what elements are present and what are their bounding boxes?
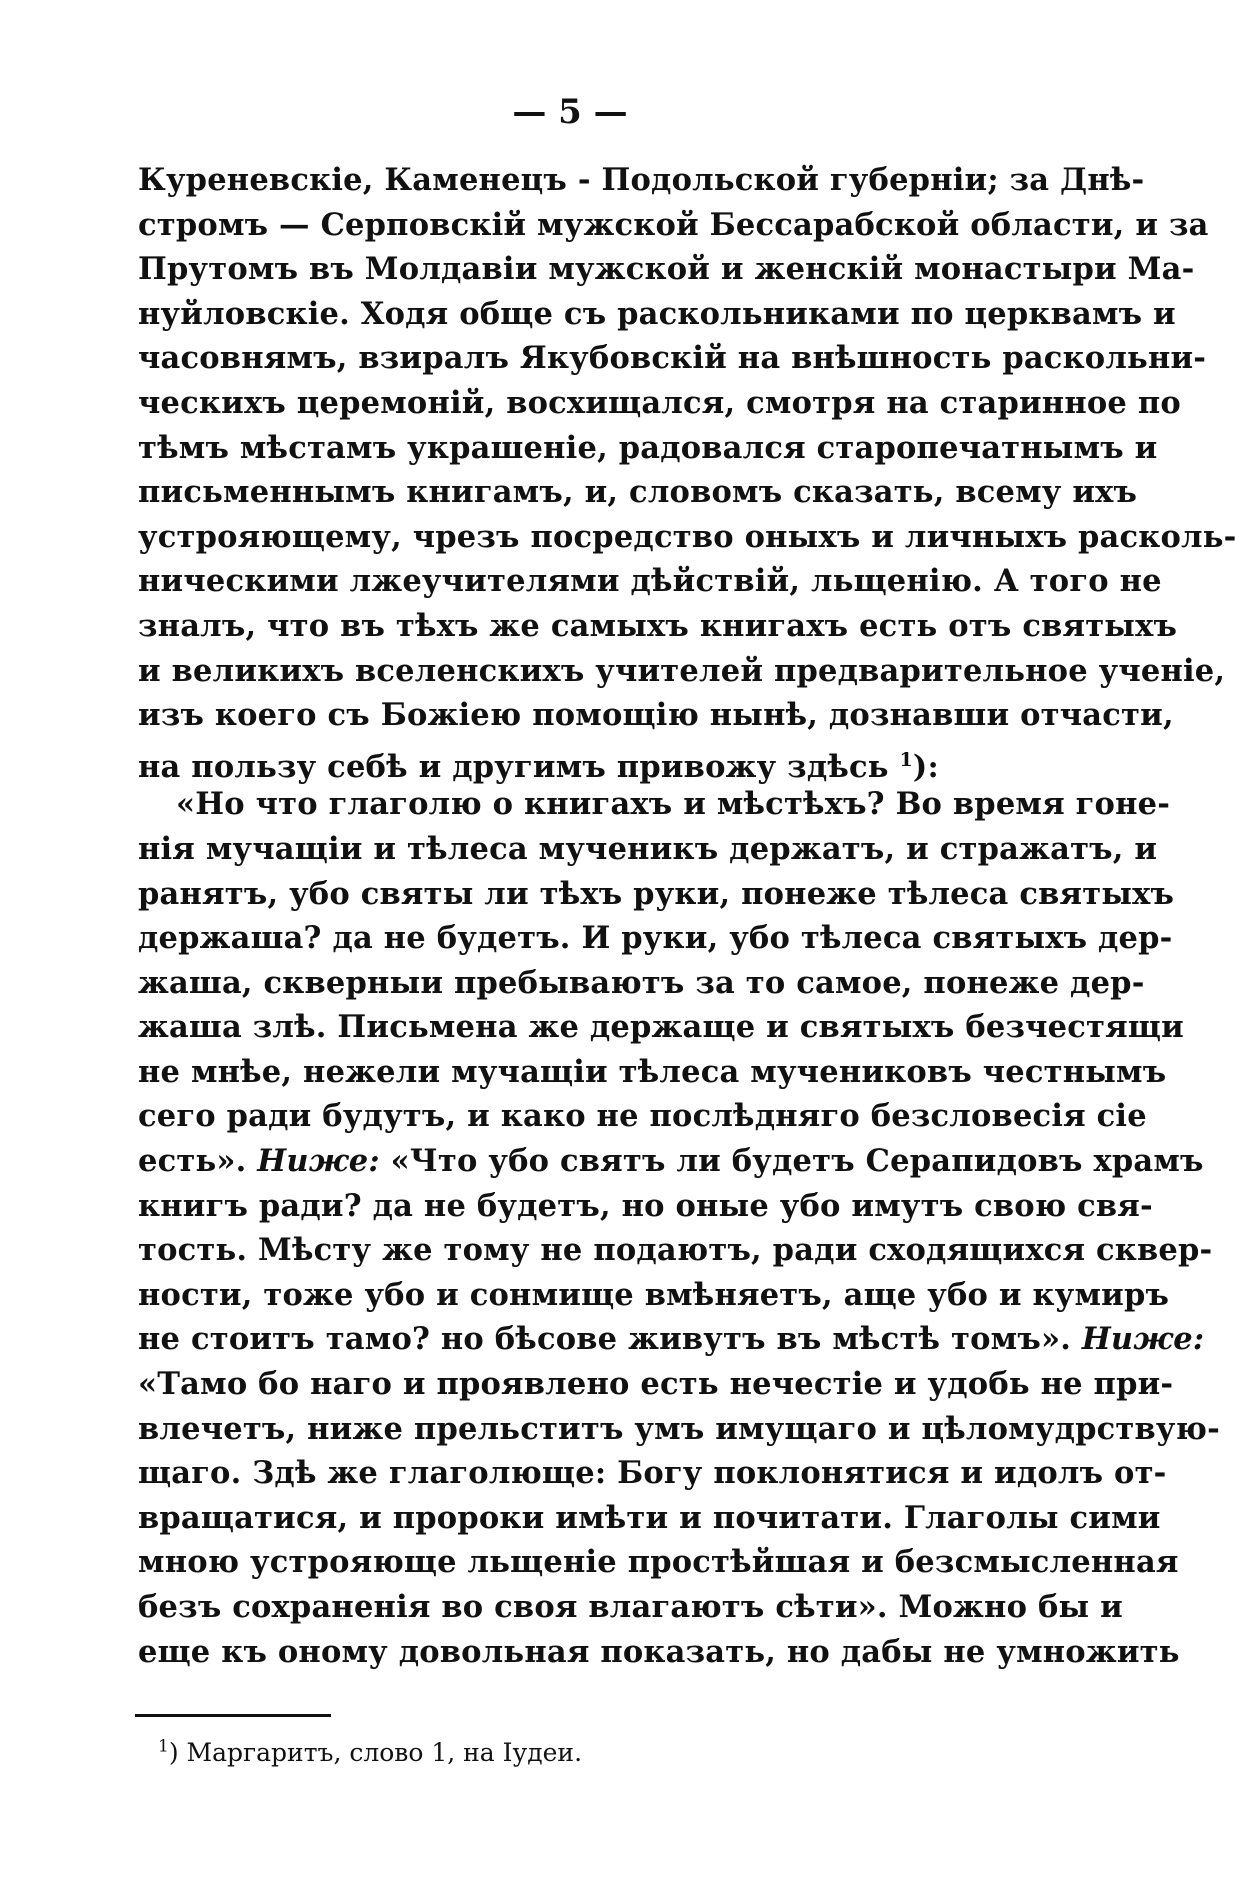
text-line: тѣмъ мѣстамъ украшеніе, радовался старопечатнымъ и bbox=[138, 429, 1158, 466]
page-number: — 5 — bbox=[512, 92, 628, 132]
quote-line: влечетъ, ниже прельститъ умъ имущаго и цѣломудрствую- bbox=[138, 1410, 1220, 1447]
quote-line: держаша? да не будетъ. И руки, убо тѣлеса святыхъ дер- bbox=[138, 920, 1173, 957]
quote-line-mixed bbox=[138, 1317, 1205, 1362]
text-line-with-footnote bbox=[138, 738, 1060, 783]
text-line: зналъ, что въ тѣхъ же самыхъ книгахъ есть отъ святыхъ bbox=[138, 607, 1178, 644]
text-line: безъ сохраненія во своя влагаютъ сѣти». Можно бы и bbox=[138, 1589, 1123, 1625]
text-line: устрояющему, чрезъ посредство оныхъ и личныхъ расколь- bbox=[138, 518, 1237, 555]
quote-line: нія мучащіи и тѣлеса мученикъ держатъ, и стражатъ, и bbox=[138, 830, 1158, 867]
quote-line: ности, тоже убо и сонмище вмѣняетъ, аще убо и кумиръ bbox=[138, 1276, 1170, 1313]
quote-line-mixed bbox=[138, 1139, 1204, 1184]
quote-line: книгъ ради? да не будетъ, но оные убо имутъ свою свя- bbox=[138, 1187, 1153, 1224]
quote-line: жаша злѣ. Письмена же держаще и святыхъ безчестящи bbox=[138, 1009, 1184, 1046]
footnote bbox=[158, 1736, 582, 1770]
quote-line: тость. Мѣсту же тому не подаютъ, ради сходящихся сквер- bbox=[138, 1232, 1213, 1269]
text-line: часовнямъ, взиралъ Якубовскій на внѣшность раскольни- bbox=[138, 340, 1207, 377]
text-line: нуйловскіе. Ходя обще съ раскольниками по церквамъ и bbox=[138, 295, 1176, 332]
text-line: стромъ — Серповскій мужской Бессарабской области, и за bbox=[138, 206, 1209, 243]
body-text bbox=[138, 158, 1237, 1674]
footnote-marker: 1 bbox=[158, 1736, 169, 1757]
quote-line: вращатися, и пророки имѣти и почитати. Глаголы сими bbox=[138, 1499, 1161, 1536]
text-line: еще къ оному довольная показать, но дабы не умножить bbox=[138, 1633, 1180, 1670]
italic-marker-nizhe: Нижe: bbox=[1081, 1321, 1205, 1358]
text-line: на пользу себѣ и другимъ привожу здѣсь bbox=[138, 748, 889, 785]
text-line: и великихъ вселенскихъ учителей предварительное ученіе, bbox=[138, 652, 1226, 689]
quote-line: жаша, скверныи пребываютъ за то самое, понеже дер- bbox=[138, 964, 1145, 1001]
quote-line: «Но что глаголю о книгахъ и мѣстѣхъ? Во время гоне- bbox=[176, 786, 1171, 823]
quote-fragment: есть». bbox=[138, 1143, 247, 1180]
text-line: Прутомъ въ Молдавіи мужской и женскій монастыри Ма- bbox=[138, 251, 1195, 288]
quote-fragment: «Что убо святъ ли будетъ Серапидовъ храмъ bbox=[390, 1143, 1204, 1180]
footnote-reference: 1 bbox=[899, 748, 913, 771]
text-line: письменнымъ книгамъ, и, словомъ сказать, всему ихъ bbox=[138, 474, 1138, 511]
footnote-divider bbox=[135, 1714, 331, 1717]
italic-marker-nizhe: Нижe: bbox=[257, 1143, 380, 1180]
quote-line: ранятъ, убо святы ли тѣхъ руки, понеже тѣлеса святыхъ bbox=[138, 875, 1175, 912]
quote-line: «Тамо бо наго и проявлено есть нечестіе и удобь не при- bbox=[138, 1366, 1174, 1403]
text-line: изъ коего съ Божіею помощію нынѣ, дознавши отчасти, bbox=[138, 697, 1174, 734]
text-line: ческихъ церемоній, восхищался, смотря на старинное по bbox=[138, 384, 1181, 421]
quote-fragment: не стоитъ тамо? но бѣсове живутъ въ мѣстѣ томъ». bbox=[138, 1321, 1072, 1358]
quote-line: щаго. Здѣ же глаголюще: Богу поклонятися и идолъ от- bbox=[138, 1455, 1167, 1492]
footnote-text: ) Маргаритъ, слово 1, на Іудеи. bbox=[168, 1738, 583, 1767]
footnote-reference-suffix: ): bbox=[912, 748, 940, 785]
quote-line: не мнѣе, нежели мучащіи тѣлеса мучениковъ честнымъ bbox=[138, 1053, 1167, 1090]
text-line: ническими лжеучителями дѣйствій, льщенію. А того не bbox=[138, 563, 1162, 600]
text-line: Куреневскіе, Каменецъ - Подольской губерніи; за Днѣ- bbox=[138, 162, 1145, 198]
quote-line: мною устрояюще льщеніе простѣйшая и безсмысленная bbox=[138, 1544, 1179, 1581]
quote-line: сего ради будутъ, и како не послѣдняго безсловесія сіе bbox=[138, 1098, 1147, 1135]
